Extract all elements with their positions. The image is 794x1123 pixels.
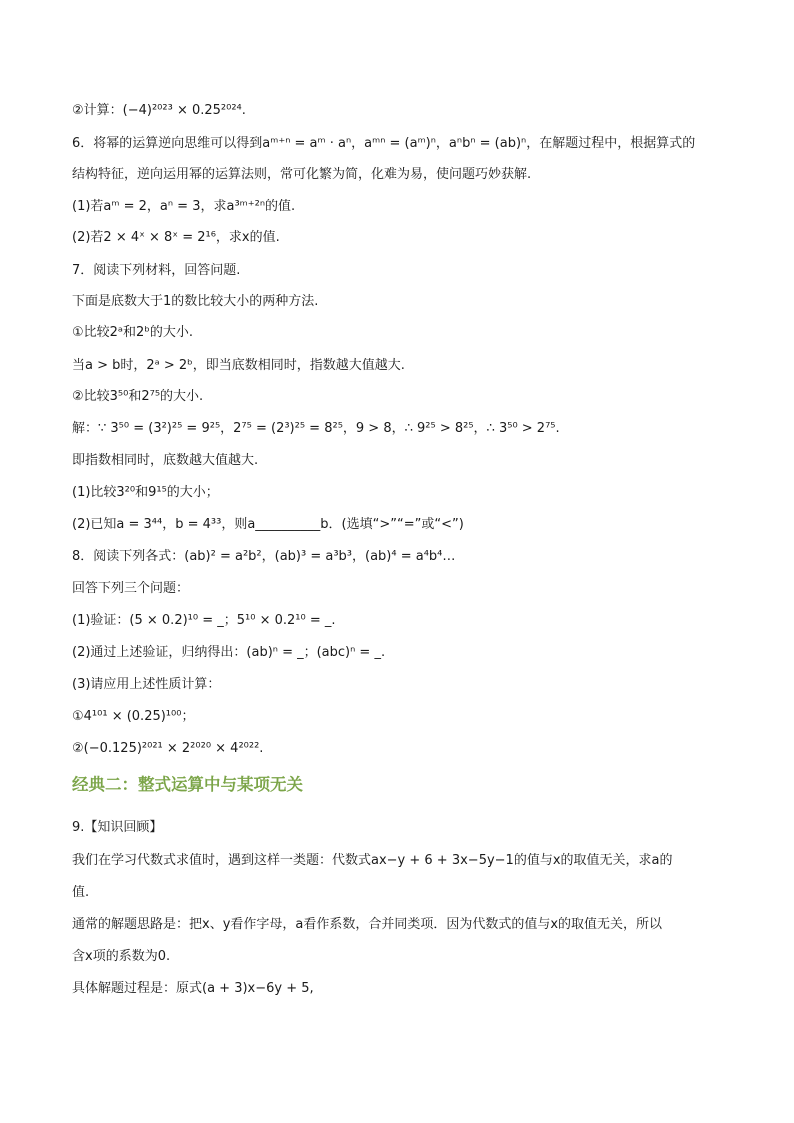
problem-7-part-2: (2)已知a = 3⁴⁴，b = 4³³，则a__________b．(选填“>”“=”或“<”) <box>72 517 464 532</box>
problem-8-title: 8．阅读下列各式：(ab)² = a²b²，(ab)³ = a³b³，(ab)⁴ = a⁴b⁴… <box>72 549 456 564</box>
problem-7-conclusion: 即指数相同时，底数越大值越大. <box>72 453 259 468</box>
problem-6-part-2: (2)若2 × 4ˣ × 8ˣ = 2¹⁶，求x的值. <box>72 230 280 245</box>
problem-7-method-2: ②比较3⁵⁰和2⁷⁵的大小. <box>72 389 204 404</box>
problem-7-part-1: (1)比较3²⁰和9¹⁵的大小； <box>72 485 219 500</box>
problem-7-solution: 解：∵ 3⁵⁰ = (3²)²⁵ = 9²⁵，2⁷⁵ = (2³)²⁵ = 8²⁵，9 > 8，∴ 9²⁵ > 8²⁵，∴ 3⁵⁰ > 2⁷⁵. <box>72 421 560 436</box>
problem-9-approach-cont: 含x项的系数为0. <box>72 949 171 964</box>
problem-6-intro-cont: 结构特征，逆向运用幂的运算法则，常可化繁为简，化难为易，使问题巧妙获解. <box>72 167 532 182</box>
problem-7-method-1-text: 当a > b时，2ᵃ > 2ᵇ，即当底数相同时，指数越大值越大. <box>72 358 405 373</box>
problem-9-text: 我们在学习代数式求值时，遇到这样一类题：代数式ax−y + 6 + 3x−5y−1的值与x的取值无关，求a的 <box>72 853 673 868</box>
problem-8-calc-1: ①4¹⁰¹ × (0.25)¹⁰⁰； <box>72 709 195 724</box>
problem-9-approach: 通常的解题思路是：把x、y看作字母，a看作系数，合并同类项．因为代数式的值与x的取值无关，所以 <box>72 917 663 932</box>
problem-7-method-1: ①比较2ᵃ和2ᵇ的大小. <box>72 325 193 340</box>
problem-9-process: 具体解题过程是：原式(a + 3)x−6y + 5, <box>72 981 314 996</box>
problem-9-title: 9.【知识回顾】 <box>72 820 163 835</box>
section-heading: 经典二：整式运算中与某项无关 <box>72 775 303 794</box>
problem-6-intro: 6．将幂的运算逆向思维可以得到aᵐ⁺ⁿ = aᵐ · aⁿ，aᵐⁿ = (aᵐ)ⁿ，aⁿbⁿ = (ab)ⁿ，在解题过程中，根据算式的 <box>72 136 696 151</box>
problem-7-title: 7．阅读下列材料，回答问题. <box>72 263 241 278</box>
problem-5-part-2: ②计算：(−4)²⁰²³ × 0.25²⁰²⁴. <box>72 103 246 118</box>
problem-9-text-cont: 值. <box>72 885 90 900</box>
problem-8-part-1: (1)验证：(5 × 0.2)¹⁰ = _；5¹⁰ × 0.2¹⁰ = _. <box>72 613 336 628</box>
problem-8-part-2: (2)通过上述验证，归纳得出：(ab)ⁿ = _；(abc)ⁿ = _. <box>72 645 386 660</box>
problem-6-part-1: (1)若aᵐ = 2，aⁿ = 3，求a³ᵐ⁺²ⁿ的值. <box>72 199 296 214</box>
problem-8-part-3: (3)请应用上述性质计算： <box>72 677 221 692</box>
problem-8-calc-2: ②(−0.125)²⁰²¹ × 2²⁰²⁰ × 4²⁰²². <box>72 741 264 756</box>
problem-8-prompt: 回答下列三个问题： <box>72 581 190 596</box>
problem-7-material: 下面是底数大于1的数比较大小的两种方法. <box>72 294 319 309</box>
